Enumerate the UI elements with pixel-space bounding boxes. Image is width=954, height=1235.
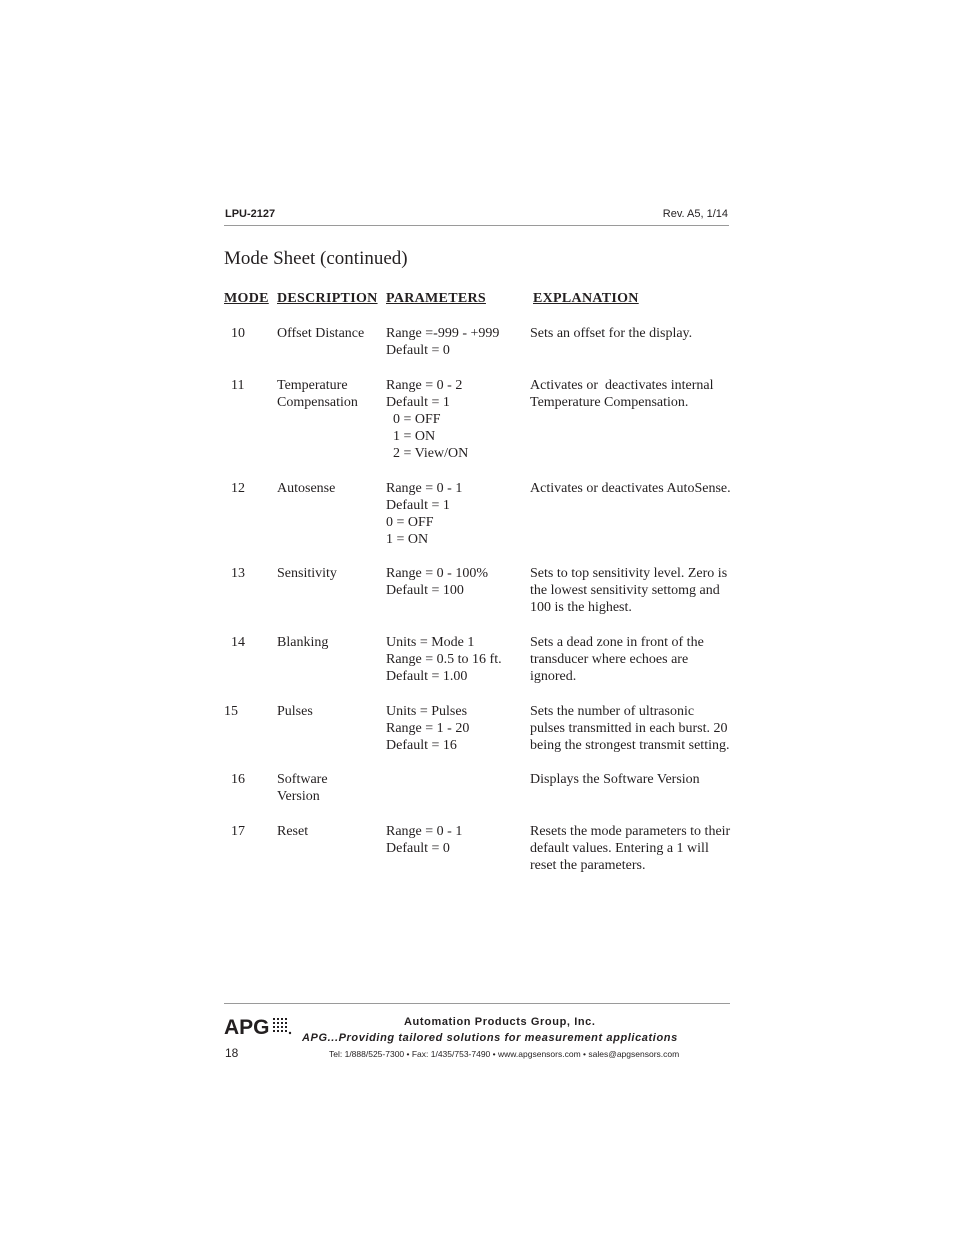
description-cell-line: Compensation: [277, 395, 358, 410]
parameters-cell-line: Default = 0: [386, 343, 450, 358]
explanation-cell-line: Activates or deactivates AutoSense.: [530, 481, 731, 496]
explanation-cell-line: reset the parameters.: [530, 858, 646, 873]
parameters-cell-line: 0 = OFF: [386, 412, 441, 427]
explanation-cell-line: Activates or deactivates internal: [530, 378, 714, 393]
explanation-cell-line: the lowest sensitivity settomg and: [530, 583, 720, 598]
description-cell-line: Blanking: [277, 635, 329, 650]
description-cell: [277, 565, 337, 582]
description-cell-line: Offset Distance: [277, 326, 365, 341]
description-cell-line: Temperature: [277, 378, 348, 393]
column-header-explanation: EXPLANATION: [533, 291, 639, 306]
parameters-cell: [386, 703, 469, 754]
parameters-cell-line: Units = Mode 1: [386, 635, 475, 650]
explanation-cell-line: Temperature Compensation.: [530, 395, 689, 410]
parameters-cell-line: Units = Pulses: [386, 704, 468, 719]
description-cell: [277, 823, 308, 840]
parameters-cell-line: Range =-999 - +999: [386, 326, 500, 341]
explanation-cell-line: transducer where echoes are: [530, 652, 689, 667]
contact-info: Tel: 1/888/525-7300 • Fax: 1/435/753-7490 • www.apgsensors.com • sales@apgsensors.com: [329, 1049, 680, 1059]
explanation-cell-line: Sets a dead zone in front of the: [530, 635, 704, 650]
mode-number: 15: [224, 704, 238, 719]
explanation-cell-line: Sets an offset for the display.: [530, 326, 693, 341]
explanation-cell: [530, 634, 704, 685]
parameters-cell-line: Default = 1: [386, 498, 450, 513]
parameters-cell-line: Range = 0 - 2: [386, 378, 463, 393]
parameters-cell: [386, 823, 462, 857]
parameters-cell-line: Default = 100: [386, 583, 464, 598]
footer-rule: [224, 1003, 730, 1004]
mode-number: 17: [231, 824, 245, 839]
explanation-cell: [530, 565, 727, 616]
explanation-cell-line: Displays the Software Version: [530, 772, 700, 787]
parameters-cell-line: Default = 1: [386, 395, 450, 410]
logo-text: APG: [224, 1016, 270, 1039]
description-cell-line: Sensitivity: [277, 566, 337, 581]
description-cell-line: Version: [277, 789, 320, 804]
explanation-cell-line: 100 is the highest.: [530, 600, 632, 615]
explanation-cell-line: Sets to top sensitivity level. Zero is: [530, 566, 728, 581]
parameters-cell: [386, 634, 502, 685]
parameters-cell-line: 1 = ON: [386, 532, 429, 547]
explanation-cell-line: ignored.: [530, 669, 577, 684]
parameters-cell-line: 0 = OFF: [386, 515, 434, 530]
description-cell: [277, 771, 328, 805]
parameters-cell: [386, 565, 488, 599]
parameters-cell-line: Range = 0 - 1: [386, 481, 463, 496]
column-header-mode: MODE: [224, 291, 269, 306]
description-cell-line: Pulses: [277, 704, 313, 719]
description-cell-line: Autosense: [277, 481, 336, 496]
mode-number: 12: [231, 481, 245, 496]
mode-number: 13: [231, 566, 245, 581]
parameters-cell-line: Range = 0 - 100%: [386, 566, 488, 581]
parameters-cell-line: Default = 16: [386, 738, 457, 753]
revision: Rev. A5, 1/14: [662, 208, 728, 220]
parameters-cell: [386, 480, 462, 548]
explanation-cell: [530, 823, 730, 874]
parameters-cell: [386, 377, 468, 462]
explanation-cell-line: pulses transmitted in each burst. 20: [530, 721, 728, 736]
description-cell: [277, 703, 313, 720]
explanation-cell: [530, 325, 692, 342]
company-name: Automation Products Group, Inc.: [404, 1016, 596, 1028]
doc-id: LPU-2127: [225, 208, 276, 220]
parameters-cell-line: Range = 0 - 1: [386, 824, 463, 839]
parameters-cell-line: Default = 0: [386, 841, 450, 856]
page-title: Mode Sheet (continued): [224, 248, 408, 269]
column-header-parameters: PARAMETERS: [386, 291, 486, 306]
description-cell-line: Reset: [277, 824, 309, 839]
parameters-cell-line: Range = 1 - 20: [386, 721, 470, 736]
apg-logo: [224, 1013, 294, 1039]
mode-number: 11: [231, 378, 245, 393]
description-cell-line: Software: [277, 772, 328, 787]
explanation-cell: [530, 377, 713, 411]
explanation-cell: [530, 480, 731, 497]
page-number: 18: [225, 1046, 239, 1060]
mode-number: 10: [231, 326, 245, 341]
explanation-cell-line: default values. Entering a 1 will: [530, 841, 709, 856]
description-cell: [277, 480, 335, 497]
parameters-cell-line: Range = 0.5 to 16 ft.: [386, 652, 502, 667]
explanation-cell-line: being the strongest transmit setting.: [530, 738, 730, 753]
description-cell: [277, 325, 364, 342]
explanation-cell-line: Resets the mode parameters to their: [530, 824, 731, 839]
company-tagline: APG...Providing tailored solutions for measurement applications: [302, 1032, 678, 1044]
parameters-cell-line: 1 = ON: [386, 429, 436, 444]
parameters-cell-line: 2 = View/ON: [386, 446, 469, 461]
description-cell: [277, 634, 328, 651]
parameters-cell-line: Default = 1.00: [386, 669, 468, 684]
column-header-description: DESCRIPTION: [277, 291, 378, 306]
mode-number: 14: [231, 635, 245, 650]
description-cell: [277, 377, 358, 411]
explanation-cell: [530, 771, 700, 788]
header-rule: [224, 225, 729, 226]
explanation-cell-line: Sets the number of ultrasonic: [530, 704, 695, 719]
explanation-cell: [530, 703, 729, 754]
mode-number: 16: [231, 772, 245, 787]
parameters-cell: [386, 325, 499, 359]
